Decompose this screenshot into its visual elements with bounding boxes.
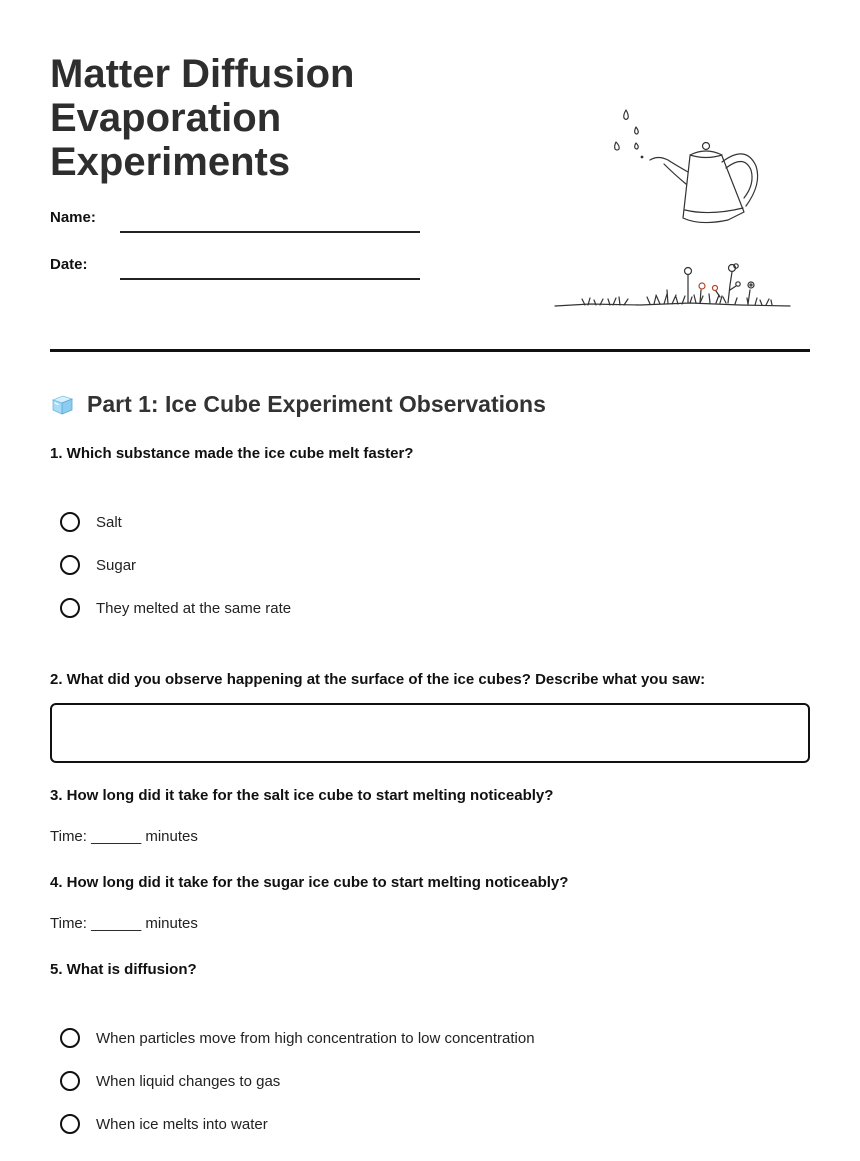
q4-time-answer[interactable]: Time: ______ minutes [50,915,198,932]
q5-option-high-to-low[interactable] [60,1025,535,1051]
q1-option-salt[interactable] [60,509,122,535]
title-line: Evaporation [50,96,282,140]
radio-button[interactable] [60,1028,80,1048]
q5-option-ice-melts[interactable] [60,1111,268,1137]
option-label: When ice melts into water [96,1115,268,1133]
radio-button[interactable] [60,1071,80,1091]
q5-option-liquid-to-gas[interactable] [60,1068,280,1094]
radio-button[interactable] [60,1114,80,1134]
option-label: They melted at the same rate [96,599,292,617]
question-4: 4. How long did it take for the sugar ice cube to start melting noticeably? [50,874,569,891]
option-label: When liquid changes to gas [96,1072,281,1090]
watering-kettle-with-flowers-sketch-icon [550,100,800,315]
section-1-title: Part 1: Ice Cube Experiment Observations [87,390,546,417]
q1-option-sugar[interactable] [60,552,136,578]
header-divider [50,349,810,352]
option-label: When particles move from high concentration to low concentration [96,1029,535,1047]
radio-button[interactable] [60,555,80,575]
radio-button[interactable] [60,598,80,618]
radio-button[interactable] [60,512,80,532]
date-field[interactable] [120,278,420,280]
title-line: Matter Diffusion [50,52,355,96]
ice-cube-icon [50,392,74,416]
q2-answer-box[interactable] [50,703,810,763]
name-label: Name: [50,209,96,226]
worksheet-title [50,52,470,184]
name-field[interactable] [120,231,420,233]
title-line: Experiments [50,140,291,184]
section-1-heading [50,389,546,419]
date-label: Date: [50,256,88,273]
q1-option-same-rate[interactable] [60,595,291,621]
option-label: Sugar [96,556,137,574]
question-3: 3. How long did it take for the salt ice cube to start melting noticeably? [50,787,554,804]
question-5: 5. What is diffusion? [50,961,197,978]
question-2: 2. What did you observe happening at the surface of the ice cubes? Describe what you saw: [50,671,706,688]
option-label: Salt [96,513,122,531]
question-1: 1. Which substance made the ice cube melt faster? [50,445,414,462]
q3-time-answer[interactable]: Time: ______ minutes [50,828,198,845]
